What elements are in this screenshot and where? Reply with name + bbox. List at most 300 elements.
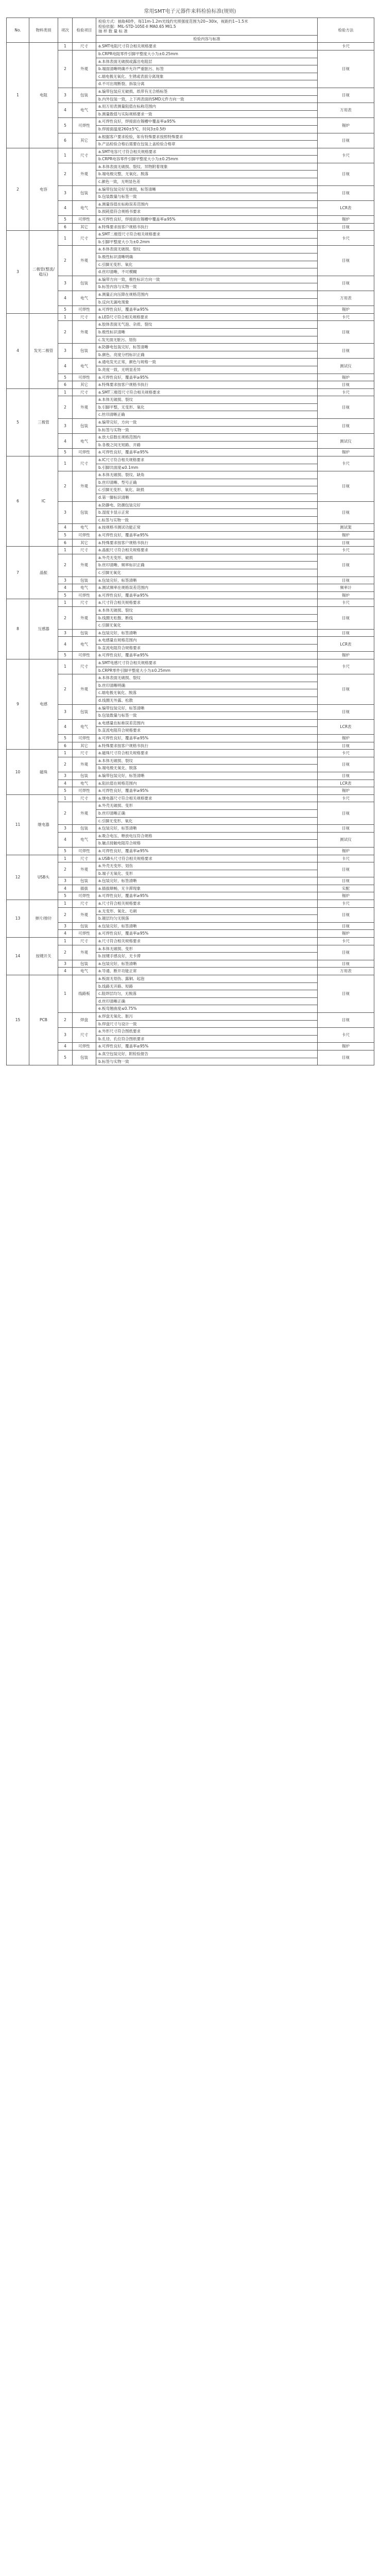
- item-no: 1: [58, 547, 73, 554]
- section-no: 6: [7, 456, 29, 547]
- table-row: [7, 1012, 374, 1020]
- table-row: [7, 674, 374, 682]
- header-standard-title: 检验内容与标准: [96, 35, 318, 43]
- item-no: 3: [58, 88, 73, 103]
- criterion: a.外壳无变形、破损: [96, 554, 318, 562]
- criterion: a.真空包装完好，附检验报告: [96, 1050, 318, 1058]
- item-no: 4: [58, 968, 73, 975]
- item-name: 电气: [73, 434, 96, 449]
- item-name: 可焊性: [73, 216, 96, 224]
- criterion: b.亮度一致，无明显差异: [96, 366, 318, 374]
- item-no: 2: [58, 163, 73, 185]
- table-row: [7, 577, 374, 584]
- item-name: 外观: [73, 802, 96, 825]
- section-category: 磁珠: [29, 750, 58, 795]
- item-no: 3: [58, 185, 73, 200]
- criterion: c.引脚无氧化: [96, 622, 318, 630]
- item-method: 目视: [318, 1012, 374, 1027]
- item-no: 5: [58, 847, 73, 855]
- item-method: 目视: [318, 877, 374, 885]
- table-row: [7, 374, 374, 381]
- section-no: 12: [7, 855, 29, 900]
- table-row: [7, 772, 374, 779]
- item-no: 1: [58, 313, 73, 321]
- table-row: [7, 1050, 374, 1058]
- section-category: 电容: [29, 148, 58, 231]
- criterion: b.CRPR电阻零件引脚平整度大小为±0.25mm: [96, 50, 318, 58]
- item-name: 可焊性: [73, 1043, 96, 1050]
- criterion: a.包装完好，标签清晰: [96, 825, 318, 833]
- item-method: LCR表: [318, 719, 374, 734]
- item-name: 尺寸: [73, 388, 96, 396]
- item-name: 包装: [73, 88, 96, 103]
- item-method: 目视: [318, 862, 374, 877]
- item-name: 电气: [73, 359, 96, 374]
- item-no: 4: [58, 1043, 73, 1050]
- criterion: a.尺寸符合相关规格要求: [96, 900, 318, 908]
- section-no: 9: [7, 659, 29, 750]
- criterion: a.SMT电容尺寸符合相关规格要求: [96, 148, 318, 156]
- item-name: 外观: [73, 471, 96, 501]
- item-name: 尺寸: [73, 750, 96, 757]
- item-name: 包装: [73, 577, 96, 584]
- table-row: [7, 637, 374, 645]
- criterion: c.端电极无氧化、生锈或表面分离现象: [96, 73, 318, 80]
- item-name: 包装: [73, 877, 96, 885]
- item-name: 外观: [73, 757, 96, 772]
- section-category: 弹片/排针: [29, 900, 58, 938]
- item-no: 5: [58, 591, 73, 599]
- item-name: 可焊性: [73, 591, 96, 599]
- table-row: [7, 246, 374, 253]
- item-no: 1: [58, 900, 73, 908]
- criterion: b.包装数量与标签一致: [96, 193, 318, 201]
- table-row: [7, 787, 374, 795]
- item-no: 1: [58, 794, 73, 802]
- item-method: 锡炉: [318, 591, 374, 599]
- item-method: 卡尺: [318, 43, 374, 50]
- item-name: 外观: [73, 606, 96, 629]
- criterion: b.丝印清晰、型号正确: [96, 479, 318, 486]
- table-row: [7, 388, 374, 396]
- item-no: 5: [58, 216, 73, 224]
- criterion: d.丝印清晰正确: [96, 997, 318, 1005]
- criterion: b.测量数值与实际规格要求一致: [96, 110, 318, 118]
- item-name: 外观: [73, 554, 96, 577]
- item-no: 3: [58, 877, 73, 885]
- item-no: 4: [58, 291, 73, 306]
- item-method: 目视: [318, 471, 374, 501]
- item-method: 目视: [318, 802, 374, 825]
- criterion: b.按键手感良好，无卡滞: [96, 953, 318, 960]
- table-row: [7, 231, 374, 239]
- table-row: [7, 892, 374, 900]
- item-method: 锡炉: [318, 306, 374, 314]
- section-no: 15: [7, 975, 29, 1065]
- criterion: a.本体无破损、裂纹: [96, 757, 318, 765]
- item-method: 锡炉: [318, 216, 374, 224]
- table-row: [7, 825, 374, 833]
- item-no: 3: [58, 501, 73, 524]
- criterion: a.SMT电感尺寸符合相关规格要求: [96, 659, 318, 667]
- criterion: a.可焊性良好，焊接面在锡槽中覆盖率≥95%: [96, 216, 318, 224]
- table-row: [7, 359, 374, 366]
- intro-line: 检验方式：抽取40件，每11m-1.2m光线约光照强度范围为20~30lx，视距约1~1.5米: [98, 19, 248, 24]
- item-method: 目视: [318, 163, 374, 185]
- item-name: 包装: [73, 922, 96, 930]
- criterion: a.特殊要求按客户规格书执行: [96, 223, 318, 231]
- criterion: b.端电极完整，无氧化、脱落: [96, 171, 318, 178]
- item-method: 目视: [318, 344, 374, 359]
- section-category: 按键开关: [29, 938, 58, 975]
- criterion: a.阻抗值在规格范围内: [96, 779, 318, 787]
- item-name: 电气: [73, 103, 96, 118]
- item-no: 5: [58, 735, 73, 742]
- item-name: 尺寸: [73, 148, 96, 163]
- table-row: [7, 471, 374, 479]
- item-name: 外观: [73, 163, 96, 185]
- item-no: 1: [58, 148, 73, 163]
- criterion: a.根据客户要求检验，如有特殊要求按照特殊要求: [96, 133, 318, 141]
- criterion: b.丝印清晰、频率标识正确: [96, 562, 318, 569]
- table-row: [7, 584, 374, 592]
- criterion: a.通电发光正常，颜色与规格一致: [96, 359, 318, 366]
- item-name: 其它: [73, 223, 96, 231]
- item-name: 尺寸: [73, 599, 96, 607]
- item-name: 其它: [73, 133, 96, 148]
- header-item-no: 项次: [58, 18, 73, 43]
- table-row: [7, 847, 374, 855]
- criterion: a.外形尺寸符合图纸要求: [96, 1028, 318, 1036]
- section-category: 三极管: [29, 388, 58, 456]
- item-name: 外观: [73, 945, 96, 960]
- item-name: 外观: [73, 321, 96, 344]
- criterion: a.无变形、氧化、毛刺: [96, 907, 318, 915]
- table-row: [7, 103, 374, 111]
- table-row: [7, 877, 374, 885]
- item-method: 目视: [318, 381, 374, 389]
- table-row: [7, 599, 374, 607]
- item-no: 3: [58, 772, 73, 779]
- item-method: 锡炉: [318, 374, 374, 381]
- table-row: [7, 735, 374, 742]
- item-name: 尺寸: [73, 313, 96, 321]
- criterion: b.线圈无松散、断线: [96, 614, 318, 622]
- table-row: [7, 118, 374, 126]
- inspection-sheet: [6, 6, 374, 1065]
- table-row: [7, 306, 374, 314]
- criterion: a.包装完好，标签清晰: [96, 960, 318, 968]
- item-method: LCR表: [318, 779, 374, 787]
- criterion: a.可焊性良好，覆盖率≥95%: [96, 892, 318, 900]
- criterion: b.湿度卡显示正常: [96, 509, 318, 517]
- table-row: [7, 862, 374, 870]
- item-name: 包装: [73, 501, 96, 524]
- item-no: 2: [58, 945, 73, 960]
- item-name: 电气: [73, 200, 96, 215]
- item-no: 4: [58, 359, 73, 374]
- item-name: 插拔: [73, 885, 96, 892]
- criterion: a.包装完好，标签清晰: [96, 629, 318, 637]
- criterion: a.电感量在标称误差范围内: [96, 719, 318, 727]
- item-name: 外观: [73, 674, 96, 704]
- table-row: [7, 216, 374, 224]
- item-name: 可焊性: [73, 374, 96, 381]
- item-name: 外观: [73, 862, 96, 877]
- criterion: b.线路无开路、短路: [96, 982, 318, 990]
- item-no: 1: [58, 855, 73, 862]
- criterion: c.引脚无变形、氧化: [96, 261, 318, 268]
- header-row: [7, 18, 374, 36]
- table-row: [7, 968, 374, 975]
- table-row: [7, 344, 374, 351]
- table-row: [7, 313, 374, 321]
- criterion: a.SMT电阻尺寸符合相关规格要求: [96, 43, 318, 50]
- item-no: 3: [58, 922, 73, 930]
- table-row: [7, 945, 374, 953]
- criterion: d.线圈无外露、松散: [96, 697, 318, 705]
- item-no: 3: [58, 1028, 73, 1043]
- item-method: 卡尺: [318, 1028, 374, 1043]
- item-name: 可焊性: [73, 531, 96, 539]
- item-method: 锡炉: [318, 735, 374, 742]
- criterion: a.可焊性良好，覆盖率≥95%: [96, 1043, 318, 1050]
- criterion: a.晶振尺寸符合相关规格要求: [96, 547, 318, 554]
- item-name: 包装: [73, 960, 96, 968]
- table-row: [7, 185, 374, 193]
- item-name: 可焊性: [73, 449, 96, 456]
- criterion: b.CRPR电容零件引脚平整度大小为±0.25mm: [96, 156, 318, 163]
- criterion: b.直流电阻符合规格要求: [96, 644, 318, 652]
- item-no: 1: [58, 938, 73, 945]
- item-method: 目视: [318, 88, 374, 103]
- item-name: 其它: [73, 381, 96, 389]
- table-row: [7, 855, 374, 862]
- table-row: [7, 591, 374, 599]
- criterion: b.内外包装一致，上下两表面的SMD元件方向一致: [96, 95, 318, 103]
- item-method: 目视: [318, 133, 374, 148]
- criterion: c.端电极无氧化、脱落: [96, 689, 318, 697]
- header-intro: [96, 18, 318, 36]
- criterion: a.SMT三极管尺寸符合相关规格要求: [96, 388, 318, 396]
- item-no: 3: [58, 577, 73, 584]
- item-name: 可焊性: [73, 118, 96, 133]
- criterion: a.可焊性良好，覆盖率≥95%: [96, 652, 318, 659]
- criterion: a.可焊性良好，覆盖率≥95%: [96, 306, 318, 314]
- criterion: a.可焊性良好，覆盖率≥95%: [96, 449, 318, 456]
- item-no: 2: [58, 757, 73, 772]
- table-row: [7, 43, 374, 50]
- item-method: 卡尺: [318, 855, 374, 862]
- item-method: 目视: [318, 704, 374, 719]
- criterion: b.标签与实物一致: [96, 1058, 318, 1065]
- item-method: 卡尺: [318, 659, 374, 674]
- item-no: 2: [58, 50, 73, 88]
- criterion: a.本体无破损、裂纹、缺角: [96, 471, 318, 479]
- item-no: 2: [58, 907, 73, 922]
- section-no: 3: [7, 231, 29, 314]
- item-no: 3: [58, 419, 73, 434]
- item-no: 3: [58, 825, 73, 833]
- table-row: [7, 524, 374, 532]
- criterion: a.防静电包装完好，标签清晰: [96, 344, 318, 351]
- criterion: a.本体表面无破损或露出电阻层: [96, 58, 318, 65]
- item-method: 目视: [318, 246, 374, 276]
- criterion: b.极性标识清晰: [96, 328, 318, 336]
- item-no: 2: [58, 471, 73, 501]
- item-method: 目视: [318, 606, 374, 629]
- table-row: [7, 907, 374, 915]
- criterion: a.可焊性良好，覆盖率≥95%: [96, 787, 318, 795]
- intro-line: 检验依据：MIL-STD-105E-II MA0.65 MI1.5: [98, 24, 176, 29]
- criterion: a.本体无破损、裂纹: [96, 396, 318, 404]
- section-category: PCB: [29, 975, 58, 1065]
- item-no: 5: [58, 531, 73, 539]
- criterion: a.磁珠尺寸符合相关规格要求: [96, 750, 318, 757]
- table-row: [7, 629, 374, 637]
- item-name: 外观: [73, 907, 96, 922]
- table-row: [7, 742, 374, 750]
- item-name: 电气: [73, 637, 96, 652]
- criterion: a.编带包装完好，标签清晰: [96, 772, 318, 779]
- criterion: a.用万用表测量阻值在标称范围内: [96, 103, 318, 111]
- item-method: 卡尺: [318, 148, 374, 163]
- item-name: 包装: [73, 704, 96, 719]
- item-name: 可焊性: [73, 735, 96, 742]
- criterion: c.颜色一致，无明显色差: [96, 178, 318, 186]
- item-method: 锡炉: [318, 449, 374, 456]
- criterion: a.编带包装完好无破损，标签清晰: [96, 185, 318, 193]
- item-method: 卡尺: [318, 599, 374, 607]
- item-no: 1: [58, 659, 73, 674]
- item-no: 4: [58, 200, 73, 215]
- item-no: 1: [58, 231, 73, 246]
- inspection-table-body: [7, 18, 374, 1065]
- item-method: 卡尺: [318, 313, 374, 321]
- table-row: [7, 531, 374, 539]
- item-method: 锡炉: [318, 1043, 374, 1050]
- criterion: a.编带方向一致，极性标识方向一致: [96, 276, 318, 283]
- table-row: [7, 547, 374, 554]
- table-row: [7, 133, 374, 141]
- item-name: 电气: [73, 968, 96, 975]
- item-method: 目视: [318, 185, 374, 200]
- header-no: No.: [7, 18, 29, 43]
- item-method: 测试仪: [318, 359, 374, 374]
- table-row: [7, 163, 374, 171]
- section-no: 11: [7, 794, 29, 855]
- item-method: 目视: [318, 501, 374, 524]
- section-no: 2: [7, 148, 29, 231]
- item-method: 目视: [318, 922, 374, 930]
- criterion: a.包装完好，标签清晰: [96, 922, 318, 930]
- item-no: 4: [58, 434, 73, 449]
- item-method: 目视: [318, 539, 374, 547]
- criterion: b.CRPR零件引脚平整度大小为±0.25mm: [96, 667, 318, 674]
- item-method: 目视: [318, 554, 374, 577]
- table-row: [7, 456, 374, 464]
- table-row: [7, 554, 374, 562]
- criterion: a.本体表面无破损、裂纹: [96, 246, 318, 253]
- criterion: b.产品检验合格后需要在包装上盖检验合格章: [96, 141, 318, 148]
- table-row: [7, 938, 374, 945]
- item-name: 尺寸: [73, 855, 96, 862]
- item-name: 其它: [73, 742, 96, 750]
- item-no: 2: [58, 246, 73, 276]
- criterion: a.编带包装应无破损、纸带有无合格标签: [96, 88, 318, 95]
- item-method: 目视: [318, 945, 374, 960]
- item-method: 目视: [318, 50, 374, 88]
- intro-line: 抽 样 数 量 标 准: [98, 29, 128, 34]
- criterion: c.发光面无脏污、划伤: [96, 336, 318, 344]
- table-row: [7, 750, 374, 757]
- criterion: c.标签与实物一致: [96, 516, 318, 524]
- criterion: b.标签与实物一致: [96, 426, 318, 434]
- item-no: 5: [58, 1050, 73, 1065]
- item-method: 测试仪: [318, 434, 374, 449]
- criterion: b.各极之间无短路、开路: [96, 441, 318, 449]
- criterion: a.可焊性良好，覆盖率≥95%: [96, 374, 318, 381]
- item-no: 5: [58, 892, 73, 900]
- table-row: [7, 659, 374, 667]
- criterion: a.本体表面无破损、裂纹: [96, 674, 318, 682]
- criterion: b.标签内容与实物一致: [96, 283, 318, 291]
- criterion: a.外壳无变形、划伤: [96, 862, 318, 870]
- criterion: c.引脚无氧化: [96, 569, 318, 577]
- table-row: [7, 148, 374, 156]
- criterion: b.引脚平整度大小为±0.2mm: [96, 238, 318, 246]
- criterion: b.极性标识清晰明确: [96, 253, 318, 261]
- item-method: 万用表: [318, 968, 374, 975]
- criterion: b.焊盘尺寸与设计一致: [96, 1020, 318, 1028]
- item-name: 包装: [73, 825, 96, 833]
- criterion: a.可焊性良好，焊接面在锡槽中覆盖率≥95%: [96, 118, 318, 126]
- item-method: 锡炉: [318, 118, 374, 133]
- criterion: a.导通、断开功能正常: [96, 968, 318, 975]
- criterion: a.测量正向压降在规格范围内: [96, 291, 318, 298]
- criterion: b.包装数量与标签一致: [96, 712, 318, 720]
- criterion: d.第一脚标识清晰: [96, 494, 318, 502]
- header-category: 物料类别: [29, 18, 58, 43]
- item-name: 可焊性: [73, 930, 96, 938]
- criterion: a.测试频率在规格误差范围内: [96, 584, 318, 592]
- section-category: 电阻: [29, 43, 58, 148]
- table-row: [7, 321, 374, 329]
- item-no: 3: [58, 960, 73, 968]
- item-method: 卡尺: [318, 794, 374, 802]
- criterion: a.特殊要求按客户规格书执行: [96, 381, 318, 389]
- item-name: 尺寸: [73, 547, 96, 554]
- item-method: 卡尺: [318, 456, 374, 471]
- item-name: 电气: [73, 291, 96, 306]
- criterion: a.吸合电压、释放电压符合规格: [96, 832, 318, 840]
- section-category: IC: [29, 456, 58, 547]
- criterion: a.外壳无破损、变形: [96, 802, 318, 810]
- section-category: 继电器: [29, 794, 58, 855]
- document-title: 常用SMT电子元器件来料检验标准(规则): [144, 9, 236, 14]
- item-name: 可焊性: [73, 306, 96, 314]
- criterion: a.IC尺寸符合相关规格要求: [96, 456, 318, 464]
- criterion: c.引脚无变形、氧化: [96, 817, 318, 825]
- item-method: 锡炉: [318, 787, 374, 795]
- item-method: 测试仪: [318, 832, 374, 847]
- criterion: a.可焊性良好，覆盖率≥95%: [96, 847, 318, 855]
- item-method: 卡尺: [318, 231, 374, 246]
- item-method: 目视: [318, 396, 374, 419]
- criterion: b.引脚平整，无变形、氧化: [96, 403, 318, 411]
- item-no: 5: [58, 449, 73, 456]
- item-no: 6: [58, 539, 73, 547]
